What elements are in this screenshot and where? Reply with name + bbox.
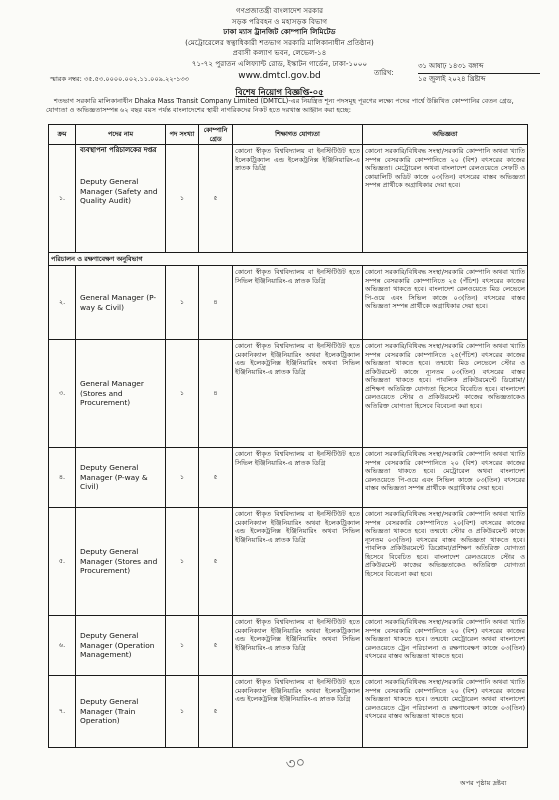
header-grade: কোম্পানি গ্রেড: [199, 125, 233, 145]
post-cell: [76, 145, 166, 253]
table-row: [49, 266, 528, 340]
date-label: তারিখ:: [374, 69, 394, 77]
post-name: General Manager (Stores and Procurement): [76, 340, 166, 448]
serial-cell: ৪.: [49, 448, 76, 508]
header-experience: অভিজ্ঞতা: [363, 125, 528, 145]
serial-cell: ৬.: [49, 616, 76, 676]
grade-cell: ৪: [199, 266, 233, 340]
date-english: ১৫ জুলাই ২০২৪ খ্রিষ্টাব্দ: [418, 74, 486, 83]
qualification-cell: কোনো স্বীকৃত বিশ্ববিদ্যালয় বা ইনস্টিটিউট হতে ইলেকট্রিক্যাল এন্ড ইলেকট্রনিক্স ইঞ্জিনিয়ারিং-এ স্নাতক ডিগ্রি: [233, 145, 363, 253]
table-row: [49, 145, 528, 253]
count-cell: ১: [166, 616, 199, 676]
table-row: [49, 616, 528, 676]
post-name: General Manager (P-way & Civil): [76, 266, 166, 340]
count-cell: ১: [166, 340, 199, 448]
table-row: [49, 508, 528, 616]
qualification-cell: কোনো স্বীকৃত বিশ্ববিদ্যালয় বা ইনস্টিটিউট হতে মেকানিক্যাল ইঞ্জিনিয়ারিং অথবা ইলেকট্রিক্যাল এন্ড ইলেকট্রনিক্স ইঞ্জিনিয়ারিং অথবা সিভিল ইঞ্জিনিয়ারিং-এ স্নাতক ডিগ্রি: [233, 616, 363, 676]
table-row: [49, 448, 528, 508]
header-serial: ক্রম: [49, 125, 76, 145]
table-row: [49, 340, 528, 448]
grade-cell: ৫: [199, 676, 233, 748]
qualification-cell: কোনো স্বীকৃত বিশ্ববিদ্যালয় বা ইনস্টিটিউট হতে মেকানিক্যাল ইঞ্জিনিয়ারিং অথবা ইলেকট্রিক্যাল এন্ড ইলেকট্রনিক্স ইঞ্জিনিয়ারিং অথবা সিভিল ইঞ্জিনিয়ারিং-এ স্নাতক ডিগ্রি: [233, 508, 363, 616]
header-line-company: ঢাকা ম্যাস ট্রানজিট কোম্পানি লিমিটেড: [223, 27, 336, 37]
grade-cell: ৫: [199, 448, 233, 508]
header-line-building: প্রবাসী কল্যাণ ভবন, লেভেল-১৪: [232, 48, 327, 58]
count-cell: ১: [166, 266, 199, 340]
qualification-cell: কোনো স্বীকৃত বিশ্ববিদ্যালয় বা ইনস্টিটিউট হতে মেকানিক্যাল ইঞ্জিনিয়ারিং অথবা ইলেকট্রিক্যাল এন্ড ইলেকট্রনিক্স ইঞ্জিনিয়ারিং অথবা সিভিল ইঞ্জিনিয়ারিং-এ স্নাতক ডিগ্রি: [233, 340, 363, 448]
header-count: পদ সংখ্যা: [166, 125, 199, 145]
grade-cell: ৪: [199, 340, 233, 448]
website-link[interactable]: www.dmtcl.gov.bd: [238, 70, 321, 81]
post-name: Deputy General Manager (Stores and Procurement): [76, 508, 166, 616]
intro-paragraph: [46, 97, 526, 116]
qualification-cell: কোনো স্বীকৃত বিশ্ববিদ্যালয় বা ইনস্টিটিউট হতে সিভিল ইঞ্জিনিয়ারিং-এ স্নাতক ডিগ্রি: [233, 266, 363, 340]
grade-cell: ৫: [199, 145, 233, 253]
experience-cell: কোনো সরকারি/বিধিবদ্ধ সংস্থা/সরকারি কোম্পানি অথবা খ্যাতি সম্পন্ন বেসরকারি কোম্পানিতে ২০ (বিশ) বৎসরের কাজের অভিজ্ঞতা। মেট্রোরেল অথবা বাংলাদেশ রেলওয়েতে সেফটি ও কোয়ালিটি অডিট কাজে ০৩(তিন) বৎসরের বাস্তব অভিজ্ঞতা সম্পন্ন প্রার্থীকে অগ্রাধিকার দেয়া হবে।: [363, 145, 528, 253]
section-row: [49, 253, 528, 266]
serial-cell: ৫.: [49, 508, 76, 616]
experience-cell: কোনো সরকারি/বিধিবদ্ধ সংস্থা/সরকারি কোম্পানি অথবা খ্যাতি সম্পন্ন বেসরকারি কোম্পানিতে ২০ (বিশ) বৎসরের কাজের অভিজ্ঞতা থাকতে হবে। তন্মধ্যে মেট্রোরেল অথবা বাংলাদেশ রেলওয়েতে ট্রেন পরিচালনা ও রক্ষণাবেক্ষণ কাজে ০৩(তিন) বৎসরের বাস্তব অভিজ্ঞতা থাকতে হবে।: [363, 616, 528, 676]
experience-cell: কোনো সরকারি/বিধিবদ্ধ সংস্থা/সরকারি কোম্পানি অথবা খ্যাতি সম্পন্ন বেসরকারি কোম্পানিতে ২০ (বিশ) বৎসরের কাজের অভিজ্ঞতা থাকতে হবে। মেট্রোরেল অথবা বাংলাদেশ রেলওয়েতে পি-ওয়ে এবং সিভিল কাজে ০৩(তিন) বৎসরের বাস্তব অভিজ্ঞতা সম্পন্ন প্রার্থীকে অগ্রাধিকার দেয়া হবে।: [363, 448, 528, 508]
qualification-cell: কোনো স্বীকৃত বিশ্ববিদ্যালয় বা ইনস্টিটিউট হতে মেকানিক্যাল ইঞ্জিনিয়ারিং অথবা ইলেকট্রিক্যাল এন্ড ইলেকট্রনিক্স ইঞ্জিনিয়ারিং-এ স্নাতক ডিগ্রি: [233, 676, 363, 748]
experience-cell: কোনো সরকারি/বিধিবদ্ধ সংস্থা/সরকারি কোম্পানি অথবা খ্যাতি সম্পন্ন বেসরকারি কোম্পানিতে ২৫(পঁচিশ) বৎসরের কাজের অভিজ্ঞতা থাকতে হবে। তন্মধ্যে মিড লেভেলে স্টোর ও প্রকিউরমেন্ট কাজে ন্যূনতম ০৩(তিন) বৎসরের বাস্তব অভিজ্ঞতা থাকতে হবে। পাবলিক প্রকিউরমেন্টে ডিপ্লোমা/প্রশিক্ষণ অতিরিক্ত যোগ্যতা হিসেবে বিবেচিত হবে। বাংলাদেশ রেলওয়েতে স্টোর ও প্রকিউরমেন্ট কাজের অভিজ্ঞতাকেও অতিরিক্ত যোগ্যতা হিসেবে বিবেচনা করা হবে।: [363, 340, 528, 448]
table-row: [49, 676, 528, 748]
experience-cell: কোনো সরকারি/বিধিবদ্ধ সংস্থা/সরকারি কোম্পানি অথবা খ্যাতি সম্পন্ন বেসরকারি কোম্পানিতে ২০ (বিশ) বৎসরের কাজের অভিজ্ঞতা থাকতে হবে। তন্মধ্যে মেট্রোরেল অথবা বাংলাদেশ রেলওয়েতে ট্রেন পরিচালনা ও রক্ষণাবেক্ষণ কাজে ০৩(তিন) বৎসরের বাস্তব অভিজ্ঞতা থাকতে হবে।: [363, 676, 528, 748]
header-qualification: শিক্ষাগত যোগ্যতা: [233, 125, 363, 145]
experience-cell: কোনো সরকারি/বিধিবদ্ধ সংস্থা/সরকারি কোম্পানি অথবা খ্যাতি সম্পন্ন বেসরকারি কোম্পানিতে ২০(বিশ) বৎসরের কাজের অভিজ্ঞতা থাকতে হবে। তন্মধ্যে স্টোর ও প্রকিউরমেন্ট কাজে ন্যূনতম ০৩(তিন) বৎসরের বাস্তব অভিজ্ঞতা থাকতে হবে। পাবলিক প্রকিউরমেন্টে ডিপ্লোমা/প্রশিক্ষণ অতিরিক্ত যোগ্যতা হিসেবে বিবেচিত হবে। বাংলাদেশ রেলওয়েতে স্টোর ও প্রকিউরমেন্ট কাজের অভিজ্ঞতাকেও অতিরিক্ত যোগ্যতা হিসেবে বিবেচনা করা হবে।: [363, 508, 528, 616]
header-post: পদের নাম: [76, 125, 166, 145]
grade-cell: ৫: [199, 508, 233, 616]
serial-cell: ৩.: [49, 340, 76, 448]
continued-note: অপর পৃষ্ঠায় দ্রষ্টব্য: [460, 779, 507, 787]
handwritten-page-mark: ৩০: [284, 752, 307, 774]
header-line-note: (মেট্রোরেলের স্বত্বাধিকারী শতভাগ সরকারি মালিকানাধীন প্রতিষ্ঠান): [185, 37, 374, 47]
count-cell: ১: [166, 676, 199, 748]
section-label: পরিচালন ও রক্ষণাবেক্ষণ অনুবিভাগ: [49, 253, 528, 266]
serial-cell: ২.: [49, 266, 76, 340]
table-header-row: [49, 125, 528, 145]
count-cell: ১: [166, 508, 199, 616]
header-line-address: ৭১-৭২ পুরাতন এলিফ্যান্ট রোড, ইস্কাটন গার্ডেন, ঢাকা-১০০০: [191, 58, 368, 68]
date-block: [374, 61, 540, 85]
department-label: ব্যবস্থাপনা পরিচালকের দপ্তর: [80, 146, 157, 154]
grade-cell: ৫: [199, 616, 233, 676]
count-cell: ১: [166, 448, 199, 508]
post-name: Deputy General Manager (P-way & Civil): [76, 448, 166, 508]
post-name: Deputy General Manager (Operation Management): [76, 616, 166, 676]
post-name: Deputy General Manager (Safety and Quality Audit): [80, 177, 158, 206]
experience-cell: কোনো সরকারি/বিধিবদ্ধ সংস্থা/সরকারি কোম্পানি অথবা খ্যাতি সম্পন্ন বেসরকারি কোম্পানিতে ২৫ (পঁচিশ) বৎসরের কাজের অভিজ্ঞতা থাকতে হবে। বাংলাদেশ রেলওয়েতে মিড লেভেলে পি-ওয়ে এবং সিভিল কাজে ০৩(তিন) বৎসরের বাস্তব অভিজ্ঞতা সম্পন্ন প্রার্থীকে অগ্রাধিকার দেয়া হবে।: [363, 266, 528, 340]
memo-number: স্মারক নম্বর: ৩৫.৫৩.০০০০.০০২.১১.০০৯.২২-১৩৩: [50, 75, 189, 83]
count-cell: ১: [166, 145, 199, 253]
intro-text: শতভাগ সরকারি মালিকানাধীন Dhaka Mass Transit Company Limited (DMTCL)-এর নিয়ন্ত্রিত শূন্য পদসমূহ পূরণের লক্ষ্যে পদের পার্শ্বে উল্লিখিত কোম্পানির বেতন গ্রেড, যোগ্যতা ও অভিজ্ঞতাসম্পন্ন ৬২ বছর বয়স পর্যন্ত বাংলাদেশের স্থায়ী নাগরিকদের নিকট হতে দরখাস্ত আহ্বান করা হচ্ছে:: [46, 97, 514, 115]
notice-title: বিশেষ নিয়োগ বিজ্ঞপ্তি-০৫: [235, 87, 324, 97]
serial-cell: ১.: [49, 145, 76, 253]
vacancy-table: [48, 124, 528, 748]
header-line-government: গণপ্রজাতন্ত্রী বাংলাদেশ সরকার: [235, 6, 324, 15]
serial-cell: ৭.: [49, 676, 76, 748]
header-line-division: সড়ক পরিবহন ও মহাসড়ক বিভাগ: [231, 16, 328, 26]
post-name: Deputy General Manager (Train Operation): [76, 676, 166, 748]
qualification-cell: কোনো স্বীকৃত বিশ্ববিদ্যালয় বা ইনস্টিটিউট হতে সিভিল ইঞ্জিনিয়ারিং-এ স্নাতক ডিগ্রি: [233, 448, 363, 508]
date-bangla: ৩১ আষাঢ় ১৪৩১ বঙ্গাব্দ: [418, 61, 540, 74]
